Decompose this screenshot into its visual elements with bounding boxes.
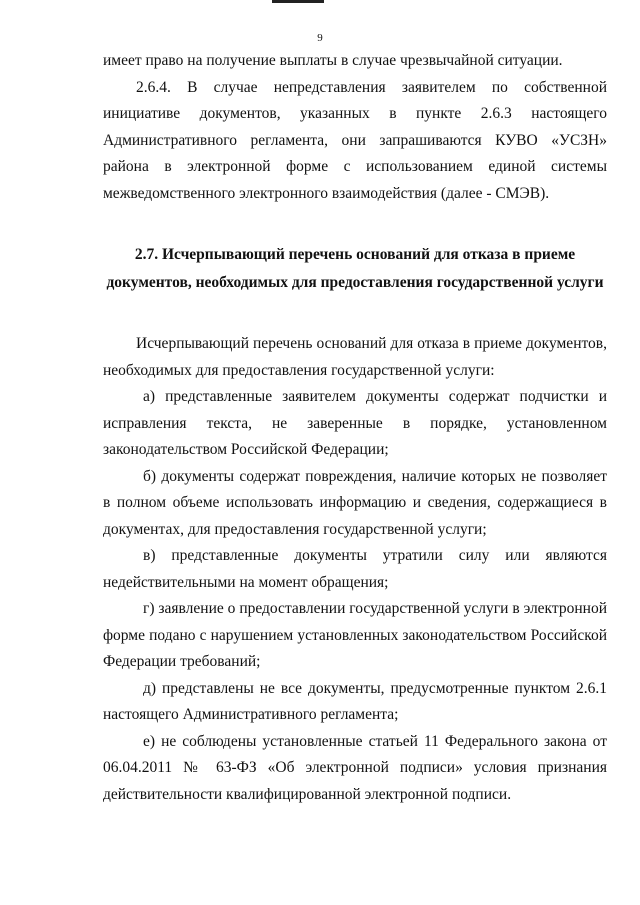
- page-number: 9: [317, 32, 323, 44]
- section-heading: 2.7. Исчерпывающий перечень оснований для отказа в приеме документов, необходимых для предоставления государственной услуги: [106, 246, 604, 291]
- list-item: б) документы содержат повреждения, наличие которых не позволяет в полном объеме использовать информацию и сведения, содержащиеся в документах, для предоставления государственной услуги;: [103, 467, 607, 538]
- list-item: в) представленные документы утратили силу или являются недействительными на момент обращения;: [103, 547, 607, 591]
- paragraph-continuation: имеет право на получение выплаты в случае чрезвычайной ситуации.: [103, 52, 563, 69]
- document-body: [103, 48, 607, 808]
- list-item: а) представленные заявителем документы содержат подчистки и исправления текста, не заверенные в порядке, установленном законодательством Российской Федерации;: [103, 388, 607, 458]
- list-item: д) представлены не все документы, предусмотренные пунктом 2.6.1 настоящего Административного регламента;: [103, 679, 607, 723]
- list-item: е) не соблюдены установленные статьей 11 Федерального закона от 06.04.2011 № 63-ФЗ «Об электронной подписи» условия признания действительности квалифицированной электронной подписи.: [103, 732, 607, 803]
- scan-edge-mark: [272, 0, 324, 3]
- intro-paragraph: Исчерпывающий перечень оснований для отказа в приеме документов, необходимых для предоставления государственной услуги:: [103, 335, 607, 379]
- paragraph-2-6-4: 2.6.4. В случае непредставления заявителем по собственной инициативе документов, указанных в пункте 2.6.3 настоящего Административного регламента, они запрашиваются КУВО «УСЗН» района в электронной форме с использованием единой системы межведомственного электронного взаимодействия (далее - СМЭВ).: [103, 78, 607, 202]
- list-item: г) заявление о предоставлении государственной услуги в электронной форме подано с нарушением установленных законодательством Российской Федерации требований;: [103, 600, 607, 670]
